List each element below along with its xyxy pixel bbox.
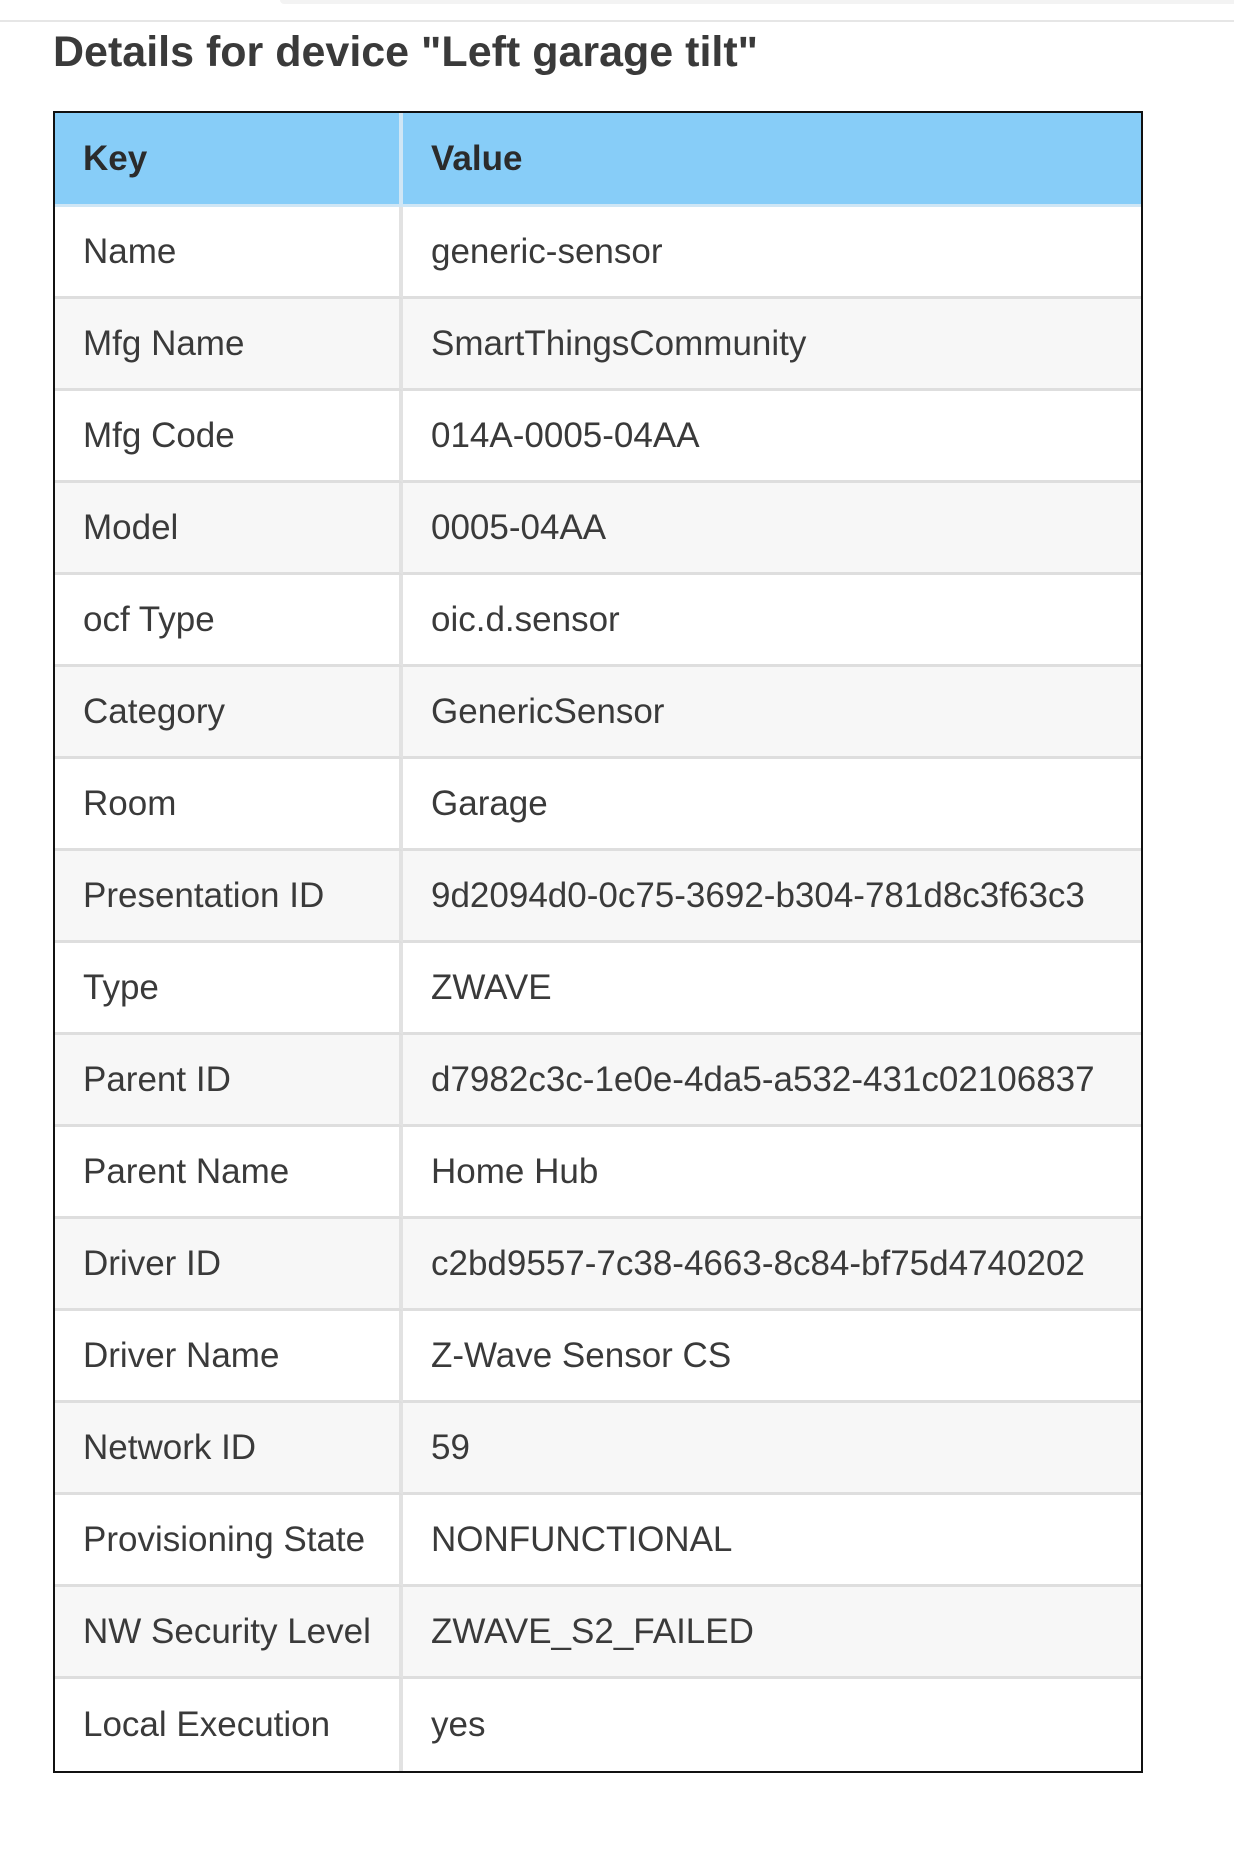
row-value: 9d2094d0-0c75-3692-b304-781d8c3f63c3: [403, 851, 1141, 943]
row-key: Category: [55, 667, 403, 759]
row-value: Home Hub: [403, 1127, 1141, 1219]
table-row: [55, 1311, 1141, 1403]
row-value: Garage: [403, 759, 1141, 851]
row-value: NONFUNCTIONAL: [403, 1495, 1141, 1587]
row-value: 014A-0005-04AA: [403, 391, 1141, 483]
row-value: GenericSensor: [403, 667, 1141, 759]
row-key: Type: [55, 943, 403, 1035]
row-key: Parent ID: [55, 1035, 403, 1127]
row-key: Presentation ID: [55, 851, 403, 943]
table-row: [55, 1587, 1141, 1679]
table-row: [55, 943, 1141, 1035]
top-bar: [0, 0, 1234, 22]
table-row: [55, 1403, 1141, 1495]
table-row: [55, 391, 1141, 483]
table-row: [55, 299, 1141, 391]
row-value: generic-sensor: [403, 207, 1141, 299]
row-key: Name: [55, 207, 403, 299]
row-value: yes: [403, 1679, 1141, 1771]
row-key: Room: [55, 759, 403, 851]
table-row: [55, 207, 1141, 299]
row-value: d7982c3c-1e0e-4da5-a532-431c02106837: [403, 1035, 1141, 1127]
column-header-value[interactable]: Value: [403, 113, 1141, 207]
table-row: [55, 575, 1141, 667]
row-key: Mfg Code: [55, 391, 403, 483]
table-row: [55, 667, 1141, 759]
row-value: Z-Wave Sensor CS: [403, 1311, 1141, 1403]
row-key: Network ID: [55, 1403, 403, 1495]
row-value: c2bd9557-7c38-4663-8c84-bf75d4740202: [403, 1219, 1141, 1311]
table-row: [55, 1679, 1141, 1771]
table-row: [55, 851, 1141, 943]
page-title: Details for device "Left garage tilt": [53, 28, 759, 76]
table-row: [55, 759, 1141, 851]
row-value: SmartThingsCommunity: [403, 299, 1141, 391]
row-value: 59: [403, 1403, 1141, 1495]
row-key: Provisioning State: [55, 1495, 403, 1587]
row-key: NW Security Level: [55, 1587, 403, 1679]
row-key: ocf Type: [55, 575, 403, 667]
table-row: [55, 483, 1141, 575]
table-row: [55, 1219, 1141, 1311]
row-value: oic.d.sensor: [403, 575, 1141, 667]
row-value: ZWAVE: [403, 943, 1141, 1035]
row-key: Driver ID: [55, 1219, 403, 1311]
row-key: Mfg Name: [55, 299, 403, 391]
table-row: [55, 1495, 1141, 1587]
row-value: 0005-04AA: [403, 483, 1141, 575]
table-header-row: [55, 113, 1141, 207]
top-bar-edge: [280, 0, 1234, 4]
row-value: ZWAVE_S2_FAILED: [403, 1587, 1141, 1679]
device-details-table: [53, 111, 1143, 1773]
table-row: [55, 1127, 1141, 1219]
table-row: [55, 1035, 1141, 1127]
column-header-key[interactable]: Key: [55, 113, 403, 207]
row-key: Parent Name: [55, 1127, 403, 1219]
row-key: Local Execution: [55, 1679, 403, 1771]
row-key: Driver Name: [55, 1311, 403, 1403]
row-key: Model: [55, 483, 403, 575]
